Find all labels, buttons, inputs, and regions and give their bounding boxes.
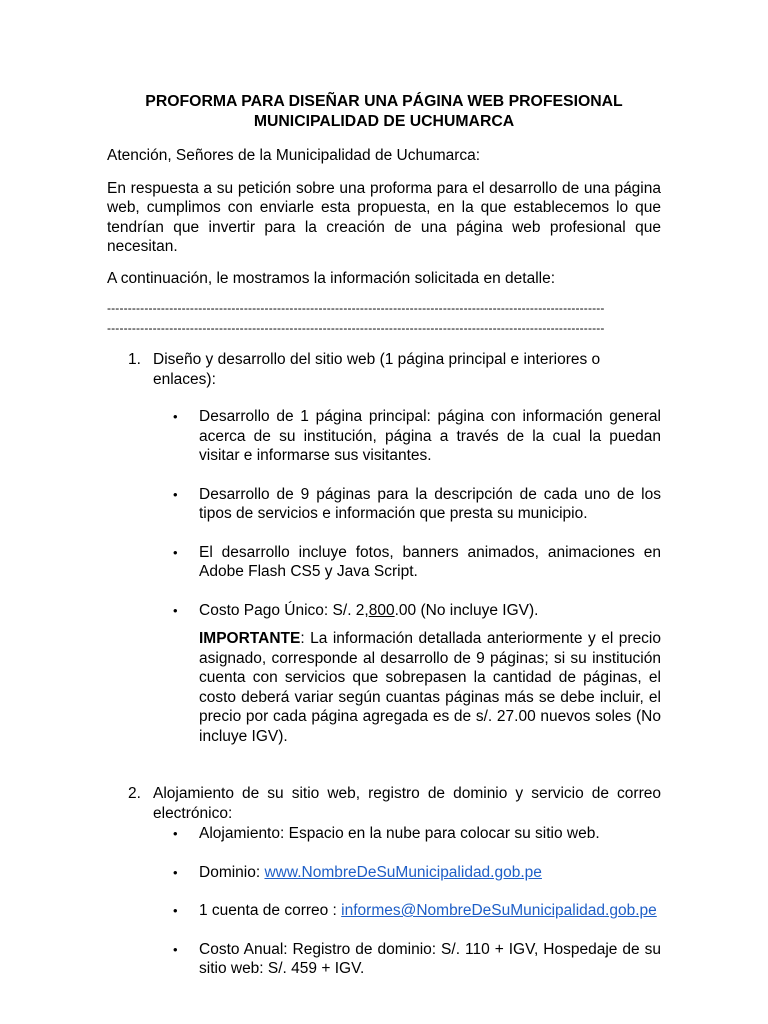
main-list (107, 350, 661, 979)
important-text: : La información detallada anteriormente y el precio asignado, corresponde al desarrollo de 9 páginas; si su institución cuenta con servicios que sobrepasen la cantidad de páginas, el costo deberá variar según cuantas páginas más se debe incluir, el precio por cada página agregada es de s/. 27.00 nuevos soles (No incluye IGV). (199, 630, 661, 745)
domain-label: Dominio: (199, 863, 265, 881)
section-1-bullet-3 (173, 543, 661, 582)
section-2-bullet-1-text: Alojamiento: Espacio en la nube para colocar su sitio web. (199, 825, 600, 842)
domain-link[interactable]: www.NombreDeSuMunicipalidad.gob.pe (264, 863, 542, 881)
bullet-icon: • (173, 544, 178, 560)
section-1-bullet-2 (173, 485, 661, 524)
document-page (107, 92, 661, 979)
bullet-icon: • (173, 903, 178, 918)
section-2-bullet-1 (173, 824, 661, 844)
separator-dashes (107, 298, 661, 338)
section-1-bullet-cost (173, 601, 661, 747)
section-1 (107, 350, 661, 746)
bullet-icon: • (173, 486, 178, 502)
intro-paragraph: En respuesta a su petición sobre una proforma para el desarrollo de una página web, cumplimos con enviarle esta propuesta, en la que establecemos lo que tendrían que invertir para la creación de una página web profesional que necesitan. (107, 179, 661, 255)
bullet-icon: • (173, 864, 178, 880)
section-2-heading: Alojamiento de su sitio web, registro de dominio y servicio de correo electrónico: (153, 785, 661, 822)
section-1-bullet-1 (173, 407, 661, 466)
dash-line-2: ------------------------------------------------------------------------------------------------------------------------ (107, 321, 605, 335)
dash-line-1: ------------------------------------------------------------------------------------------------------------------------ (107, 301, 605, 315)
section-2-domain-text (199, 863, 661, 883)
document-title (107, 92, 661, 132)
section-2-email-text (199, 901, 661, 921)
email-label: 1 cuenta de correo : (199, 902, 342, 919)
section-2-bullet-email (173, 901, 661, 921)
section-1-cost-text (199, 601, 661, 621)
important-note (199, 629, 661, 746)
cost-underlined: 800 (368, 601, 395, 619)
section-2-bullet-cost (173, 940, 661, 979)
section-1-bullet-1-text: Desarrollo de 1 página principal: página con información general acerca de su institución, página a través de la cual la puedan visitar e informarse sus visitantes. (199, 408, 661, 464)
section-1-number: 1. (128, 351, 141, 368)
section-2 (107, 784, 661, 979)
section-1-heading: Diseño y desarrollo del sitio web (1 página principal e interiores o enlaces): (153, 351, 601, 388)
section-2-cost-text: Costo Anual: Registro de dominio: S/. 110 + IGV, Hospedaje de su sitio web: S/. 459 + IGV. (199, 940, 661, 977)
email-link[interactable]: informes@NombreDeSuMunicipalidad.gob.pe (341, 902, 657, 919)
section-1-bullet-3-text: El desarrollo incluye fotos, banners animados, animaciones en Adobe Flash CS5 y Java Script. (199, 543, 661, 580)
title-line-1: PROFORMA PARA DISEÑAR UNA PÁGINA WEB PROFESIONAL (145, 93, 623, 110)
important-label: IMPORTANTE (199, 630, 301, 647)
attention-line: Atención, Señores de la Municipalidad de Uchumarca: (107, 147, 481, 164)
section-2-bullet-domain (173, 863, 661, 883)
cost-suffix: .00 (No incluye IGV). (394, 601, 539, 619)
bullet-icon: • (173, 826, 178, 841)
bullet-icon: • (173, 941, 178, 957)
continue-line: A continuación, le mostramos la información solicitada en detalle: (107, 269, 556, 287)
bullet-icon: • (173, 409, 178, 424)
title-line-2: MUNICIPALIDAD DE UCHUMARCA (253, 113, 515, 130)
bullet-icon: • (173, 602, 178, 618)
section-2-number: 2. (128, 785, 141, 802)
cost-prefix: Costo Pago Único: S/. 2, (199, 601, 369, 619)
section-1-bullet-2-text: Desarrollo de 9 páginas para la descripción de cada uno de los tipos de servicios e información que presta su municipio. (199, 485, 661, 522)
